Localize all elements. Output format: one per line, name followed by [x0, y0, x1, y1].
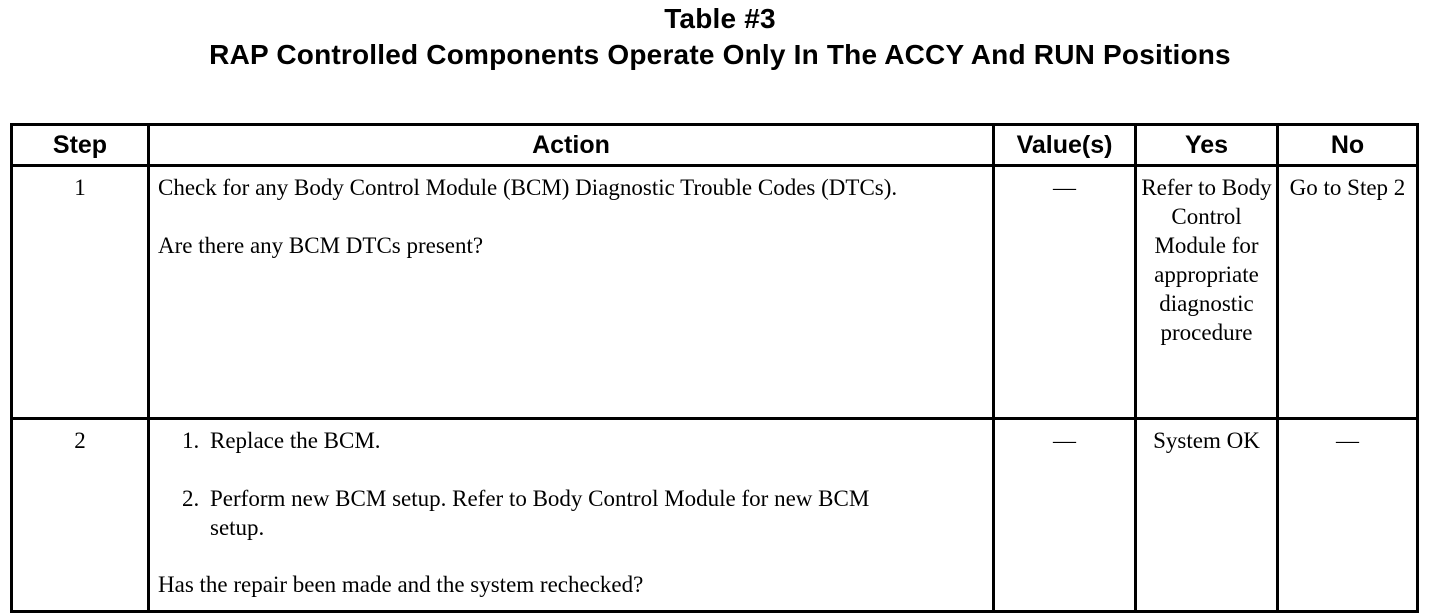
yes-cell: System OK	[1136, 419, 1278, 612]
step-number: 1	[12, 166, 149, 419]
value-dash: —	[1053, 428, 1076, 453]
table-row	[12, 419, 1418, 612]
yes-cell: Refer to Body Control Module for appropriate diagnostic procedure	[1136, 166, 1278, 419]
header-action: Action	[149, 125, 994, 166]
action-question: Are there any BCM DTCs present?	[158, 233, 484, 258]
step-number: 2	[12, 419, 149, 612]
header-values: Value(s)	[994, 125, 1136, 166]
action-step-text: Replace the BCM.	[210, 428, 381, 453]
action-step-item	[158, 484, 910, 542]
action-steps-list	[158, 426, 980, 542]
table-row	[12, 166, 1418, 419]
action-cell	[149, 419, 994, 612]
table-title: RAP Controlled Components Operate Only In The ACCY And RUN Positions	[209, 39, 1231, 70]
header-row	[12, 125, 1418, 166]
value-cell	[994, 419, 1136, 612]
action-step-item	[158, 426, 910, 455]
diagnostic-table	[10, 123, 1419, 613]
no-cell	[1278, 419, 1418, 612]
action-step-number: 1.	[182, 428, 200, 453]
header-no: No	[1278, 125, 1418, 166]
no-dash: —	[1336, 428, 1359, 453]
no-cell: Go to Step 2	[1278, 166, 1418, 419]
action-text: Check for any Body Control Module (BCM) Diagnostic Trouble Codes (DTCs).	[158, 175, 898, 200]
header-step: Step	[12, 125, 149, 166]
action-cell	[149, 166, 994, 419]
action-question: Has the repair been made and the system rechecked?	[158, 572, 644, 597]
value-dash: —	[1053, 175, 1076, 200]
value-cell	[994, 166, 1136, 419]
action-step-text: Perform new BCM setup. Refer to Body Control Module for new BCM setup.	[210, 486, 870, 540]
table-caption: Table #3	[664, 3, 776, 34]
action-step-number: 2.	[182, 486, 200, 511]
header-yes: Yes	[1136, 125, 1278, 166]
